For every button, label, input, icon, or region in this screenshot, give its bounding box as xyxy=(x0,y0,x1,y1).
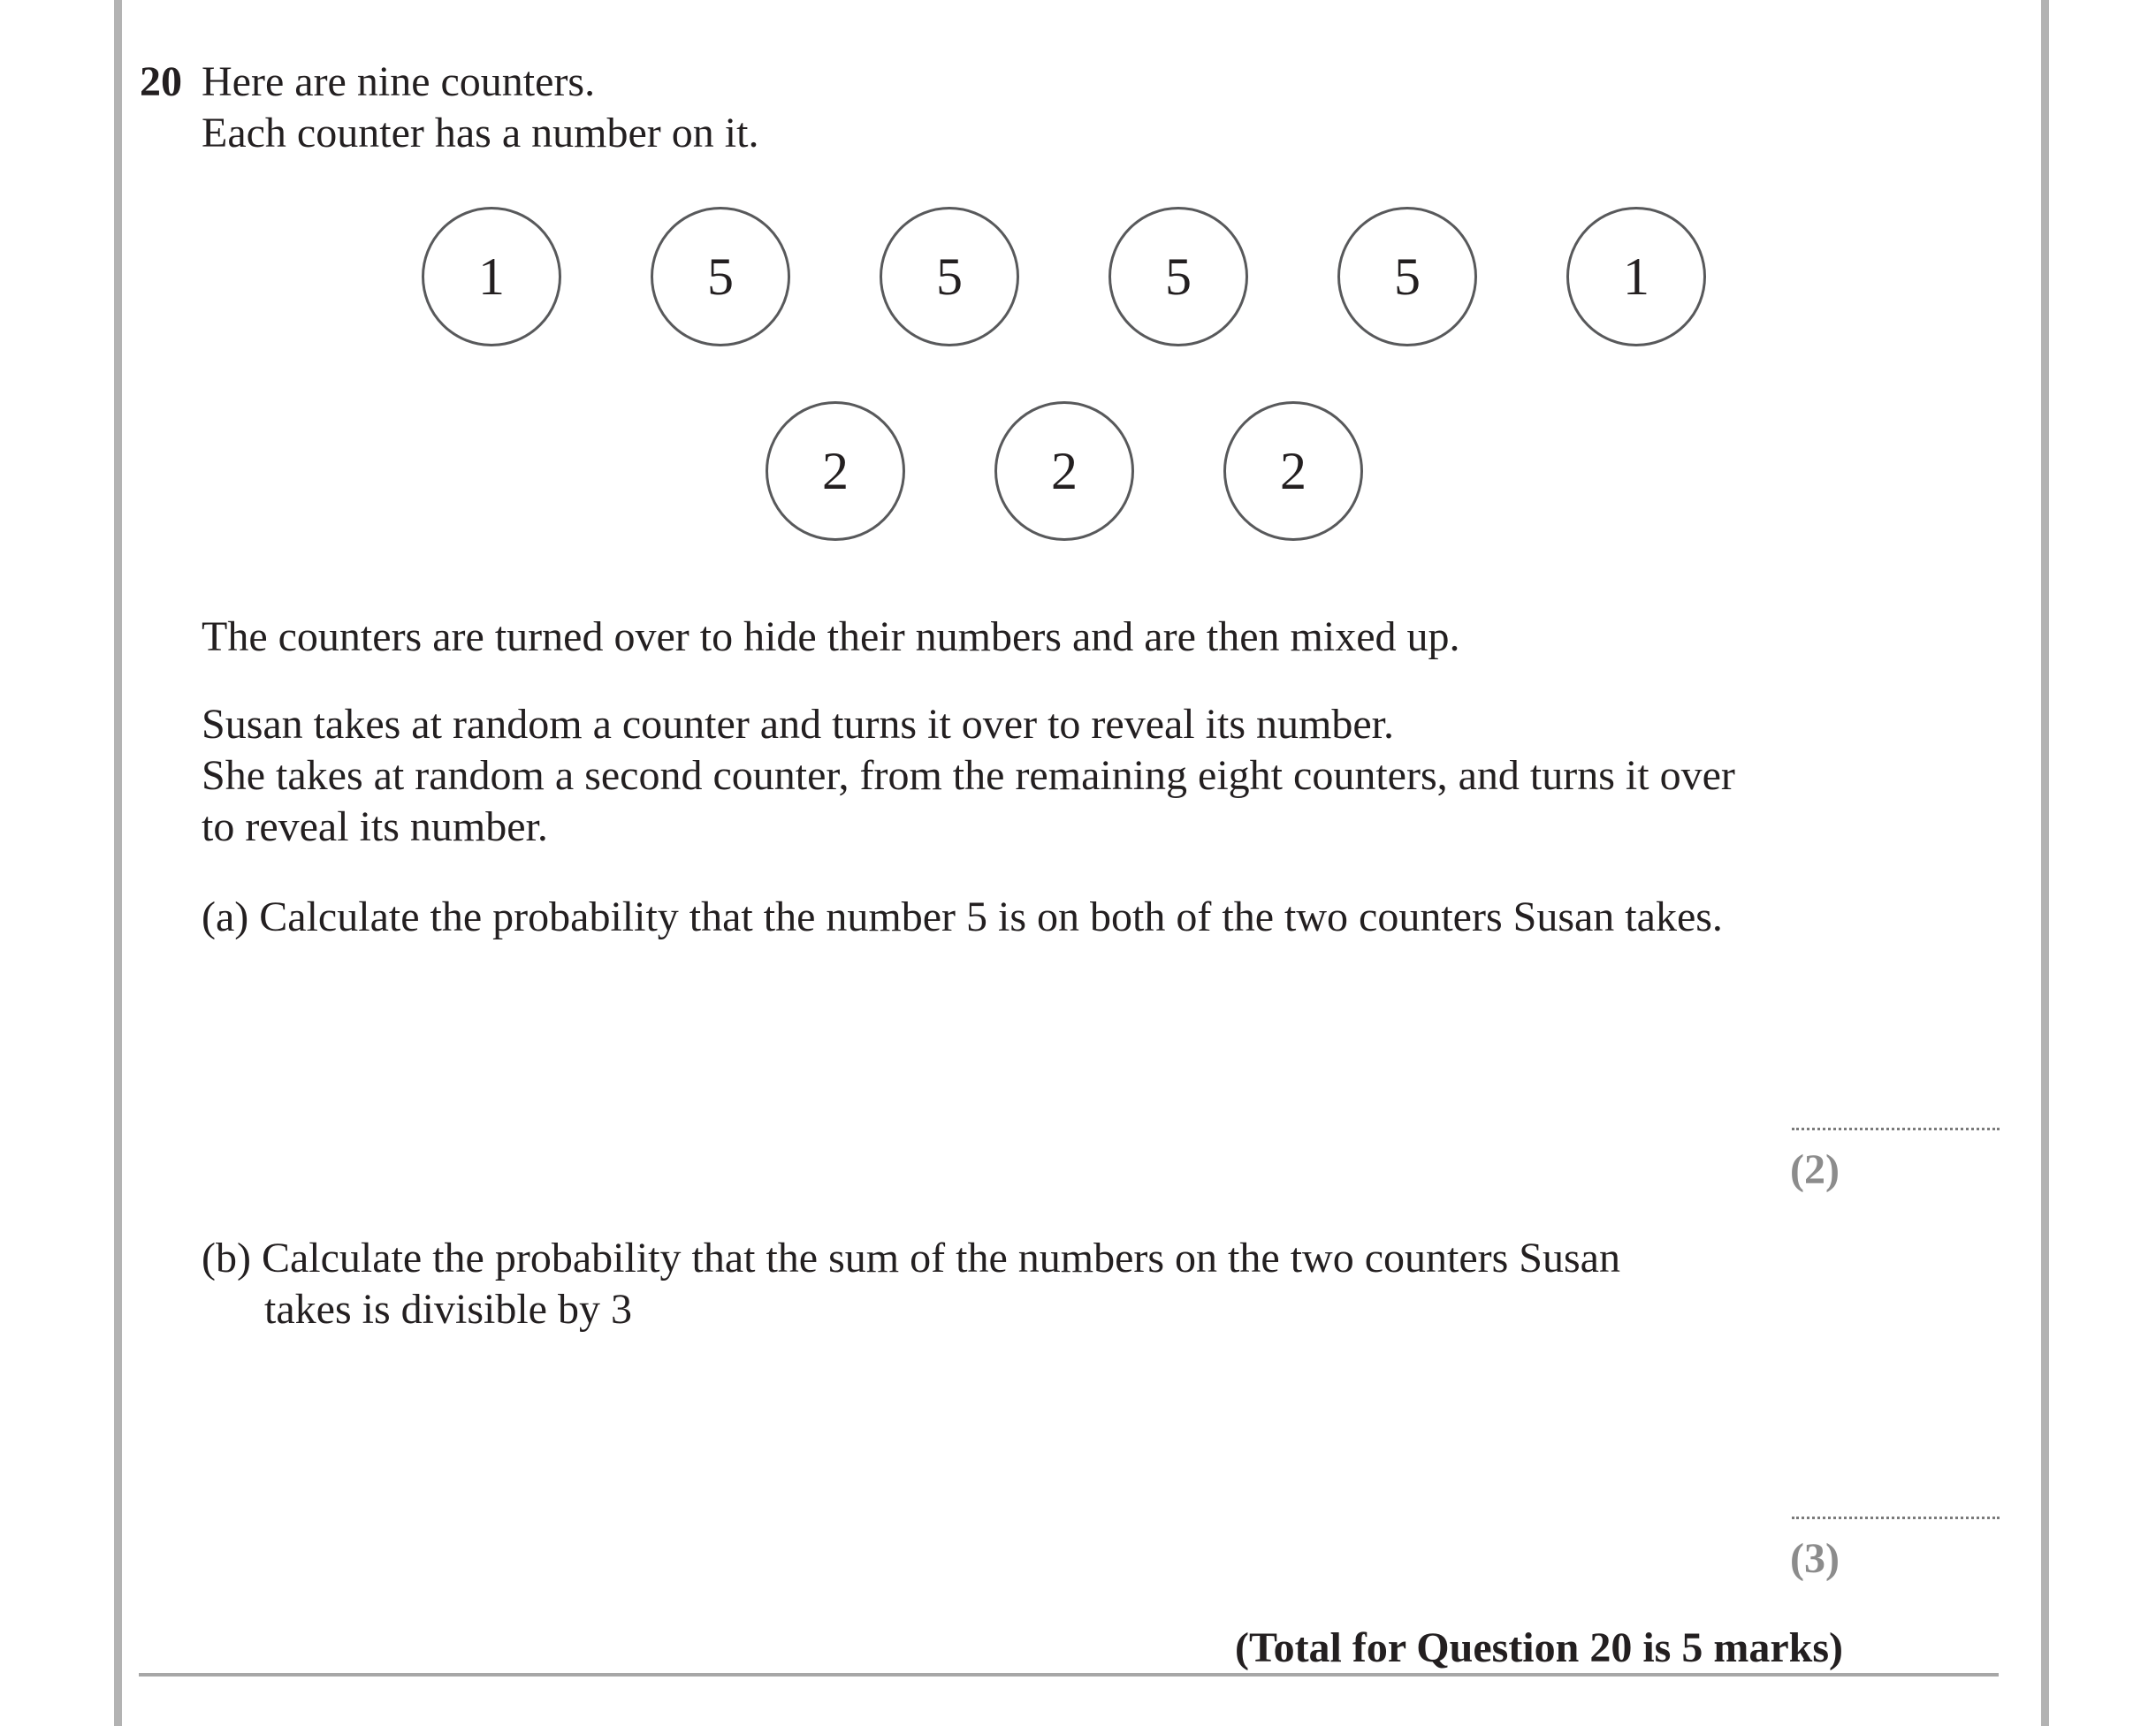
question-number: 20 xyxy=(140,58,182,105)
paragraph-susan-line-3: to reveal its number. xyxy=(202,803,548,850)
counter-row1-3: 5 xyxy=(880,207,1019,346)
left-margin-rule xyxy=(114,0,122,1726)
paragraph-susan-line-1: Susan takes at random a counter and turns it over to reveal its number. xyxy=(202,701,1394,748)
question-total-marks: (Total for Question 20 is 5 marks) xyxy=(1234,1624,1843,1671)
right-margin-rule xyxy=(2041,0,2049,1726)
intro-line-1: Here are nine counters. xyxy=(202,58,596,105)
counter-row1-5: 5 xyxy=(1337,207,1477,346)
part-b-question-line-2: takes is divisible by 3 xyxy=(264,1286,632,1333)
part-b-marks: (3) xyxy=(1790,1535,1840,1582)
part-a-marks: (2) xyxy=(1790,1146,1840,1193)
counter-row1-4: 5 xyxy=(1108,207,1248,346)
part-a-answer-line[interactable] xyxy=(1792,1128,2000,1130)
counter-row1-2: 5 xyxy=(651,207,790,346)
question-bottom-rule xyxy=(139,1673,1999,1677)
counter-row2-3: 2 xyxy=(1223,401,1363,541)
part-a-question: (a) Calculate the probability that the number 5 is on both of the two counters Susan takes. xyxy=(202,893,1723,940)
counter-row2-1: 2 xyxy=(766,401,905,541)
part-b-question-line-1: (b) Calculate the probability that the sum of the numbers on the two counters Susan xyxy=(202,1235,1620,1281)
part-b-answer-line[interactable] xyxy=(1792,1517,2000,1519)
counter-row1-6: 1 xyxy=(1566,207,1706,346)
paragraph-counters-hidden: The counters are turned over to hide their numbers and are then mixed up. xyxy=(202,613,1460,660)
intro-line-2: Each counter has a number on it. xyxy=(202,110,759,156)
counter-row1-1: 1 xyxy=(422,207,561,346)
paragraph-susan-line-2: She takes at random a second counter, from the remaining eight counters, and turns it over xyxy=(202,752,1735,799)
counter-row2-2: 2 xyxy=(994,401,1134,541)
